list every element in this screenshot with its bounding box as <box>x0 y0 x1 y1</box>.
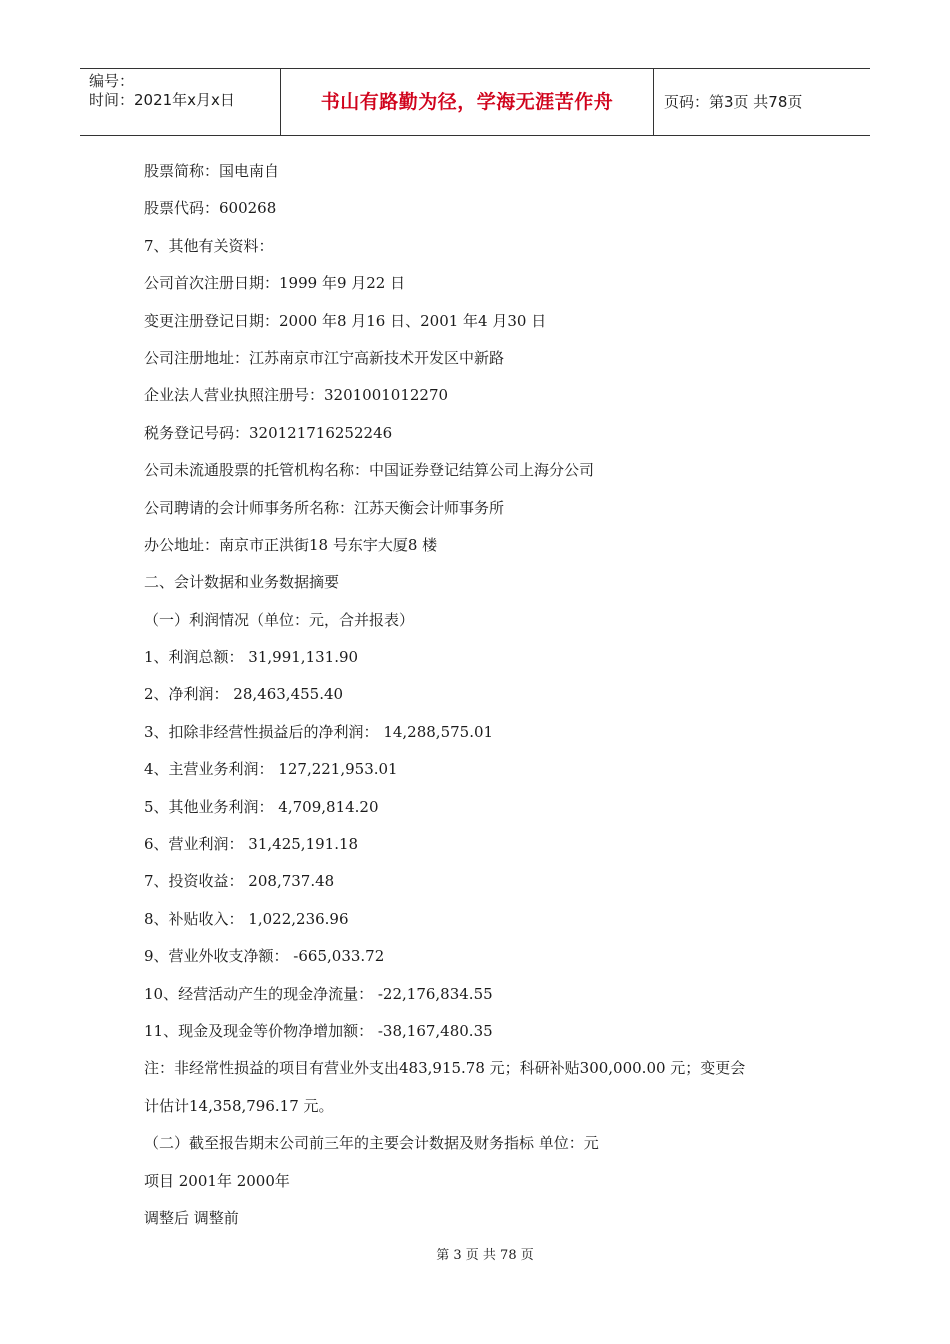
text-line: 股票代码：600268 <box>144 199 277 218</box>
text-line: 调整后 调整前 <box>144 1208 239 1227</box>
text-line: 税务登记号码：320121716252246 <box>144 423 393 442</box>
text-line: 9、营业外收支净额： -665,033.72 <box>144 947 385 966</box>
text-line: 公司聘请的会计师事务所名称：江苏天衡会计师事务所 <box>144 498 505 517</box>
text-line: 3、扣除非经营性损益后的净利润： 14,288,575.01 <box>144 722 494 741</box>
section-heading: 二、会计数据和业务数据摘要 <box>144 573 340 592</box>
document-body <box>144 153 824 1237</box>
text-line: 7、投资收益： 208,737.48 <box>144 872 335 891</box>
document-number-label: 编号： <box>89 72 135 90</box>
header-meta-cell <box>80 69 281 135</box>
text-line: 办公地址：南京市正洪街18 号东宇大厦8 楼 <box>144 535 438 554</box>
text-line: 公司首次注册日期：1999 年9 月22 日 <box>144 274 406 293</box>
text-line: 公司注册地址：江苏南京市江宁高新技术开发区中新路 <box>144 348 505 367</box>
text-line: 2、净利润： 28,463,455.40 <box>144 685 344 704</box>
text-line: 公司未流通股票的托管机构名称：中国证券登记结算公司上海分公司 <box>144 461 595 480</box>
text-line: 变更注册登记日期：2000 年8 月16 日、2001 年4 月30 日 <box>144 311 547 330</box>
document-time-label: 时间：2021年x月x日 <box>89 91 235 109</box>
text-line: 项目 2001年 2000年 <box>144 1171 290 1190</box>
subsection-heading: （一）利润情况（单位：元，合并报表） <box>144 610 415 629</box>
text-line: 企业法人营业执照注册号：3201001012270 <box>144 386 449 405</box>
text-line: 5、其他业务利润： 4,709,814.20 <box>144 797 379 816</box>
page-header <box>80 68 870 136</box>
header-page-info: 页码：第3页 共78页 <box>664 93 803 111</box>
note-line: 计估计14,358,796.17 元。 <box>144 1096 334 1115</box>
text-line: 11、现金及现金等价物净增加额： -38,167,480.35 <box>144 1021 493 1040</box>
note-line: 注：非经常性损益的项目有营业外支出483,915.78 元；科研补贴300,000.00 元；变更会 <box>144 1059 746 1078</box>
text-line: 股票简称：国电南自 <box>144 162 280 180</box>
text-line: 7、其他有关资料： <box>144 236 274 255</box>
header-motto: 书山有路勤为径，学海无涯苦作舟 <box>281 69 654 135</box>
text-line: 10、经营活动产生的现金净流量： -22,176,834.55 <box>144 984 493 1003</box>
subsection-heading: （二）截至报告期末公司前三年的主要会计数据及财务指标 单位：元 <box>144 1134 599 1153</box>
text-line: 1、利润总额： 31,991,131.90 <box>144 648 359 667</box>
text-line: 4、主营业务利润： 127,221,953.01 <box>144 760 398 779</box>
text-line: 6、营业利润： 31,425,191.18 <box>144 835 359 854</box>
text-line: 8、补贴收入： 1,022,236.96 <box>144 909 349 928</box>
page-footer: 第 3 页 共 78 页 <box>436 1248 534 1263</box>
